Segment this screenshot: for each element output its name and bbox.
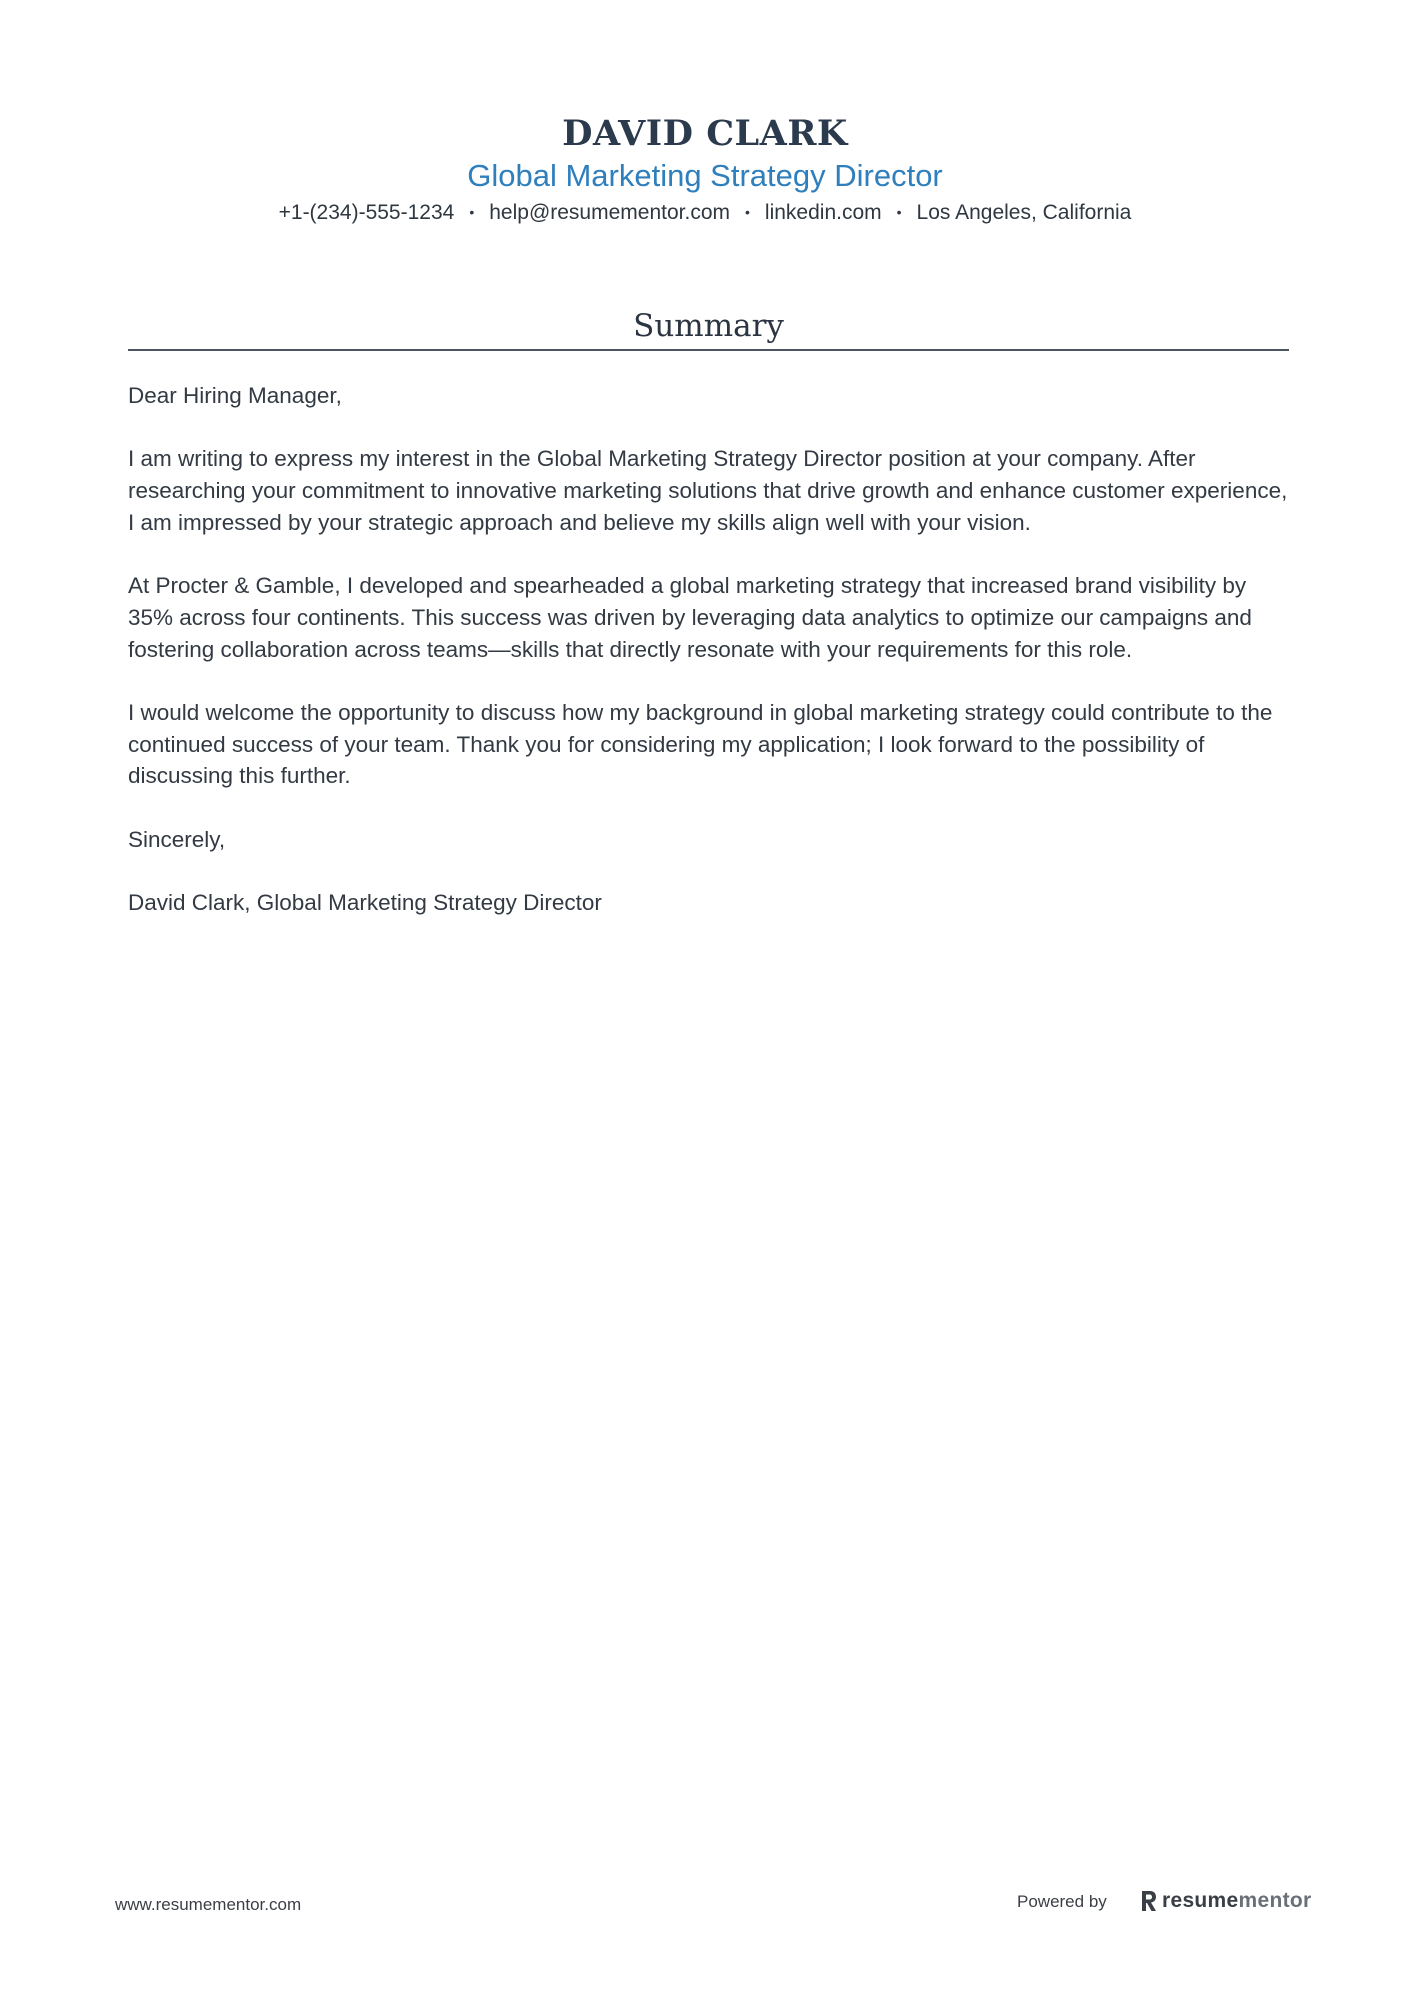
brand-wordmark-part2: mentor: [1238, 1889, 1312, 1912]
letter-signature: David Clark, Global Marketing Strategy Director: [128, 890, 602, 916]
candidate-title: Global Marketing Strategy Director: [467, 158, 943, 193]
cover-letter-body: [128, 380, 1293, 951]
resumementor-logo-icon: [1140, 1889, 1158, 1913]
separator-dot: •: [469, 204, 475, 220]
letter-greeting: Dear Hiring Manager,: [128, 383, 342, 408]
candidate-name: DAVID CLARK: [562, 113, 848, 154]
contact-location: Los Angeles, California: [916, 201, 1132, 224]
contact-phone: +1-(234)-555-1234: [278, 201, 455, 224]
brand-logo[interactable]: [1140, 1886, 1312, 1916]
summary-section-header: [128, 305, 1289, 351]
brand-wordmark-part1: resume: [1162, 1889, 1239, 1912]
letter-paragraph: At Procter & Gamble, I developed and spearheaded a global marketing strategy that increased brand visibility by 35% across four continents. This success was driven by leveraging data analytics to optimize our campaigns and fostering collaboration across teams—skills that directly resonate with your requirements for this role.: [128, 573, 1252, 662]
letter-paragraph: I am writing to express my interest in the Global Marketing Strategy Director position at your company. After researching your commitment to innovative marketing solutions that drive growth and enhance customer experience, I am impressed by your strategic approach and believe my skills align well with your vision.: [128, 446, 1288, 535]
powered-by-label: Powered by: [1017, 1892, 1107, 1911]
resume-header: [0, 112, 1410, 228]
brand-wordmark: [1162, 1886, 1312, 1916]
contact-line: [0, 197, 1410, 228]
footer-website-link[interactable]: www.resumementor.com: [115, 1895, 302, 1914]
section-title: Summary: [633, 308, 784, 344]
separator-dot: •: [896, 204, 902, 220]
section-divider: [128, 349, 1289, 351]
letter-paragraph: I would welcome the opportunity to discuss how my background in global marketing strategy could contribute to the continued success of your team. Thank you for considering my application; I look forward to the possibility of discussing this further.: [128, 699, 1273, 789]
contact-email[interactable]: help@resumementor.com: [489, 201, 730, 224]
letter-closing: Sincerely,: [128, 826, 226, 852]
contact-linkedin[interactable]: linkedin.com: [764, 201, 882, 224]
separator-dot: •: [745, 204, 750, 220]
